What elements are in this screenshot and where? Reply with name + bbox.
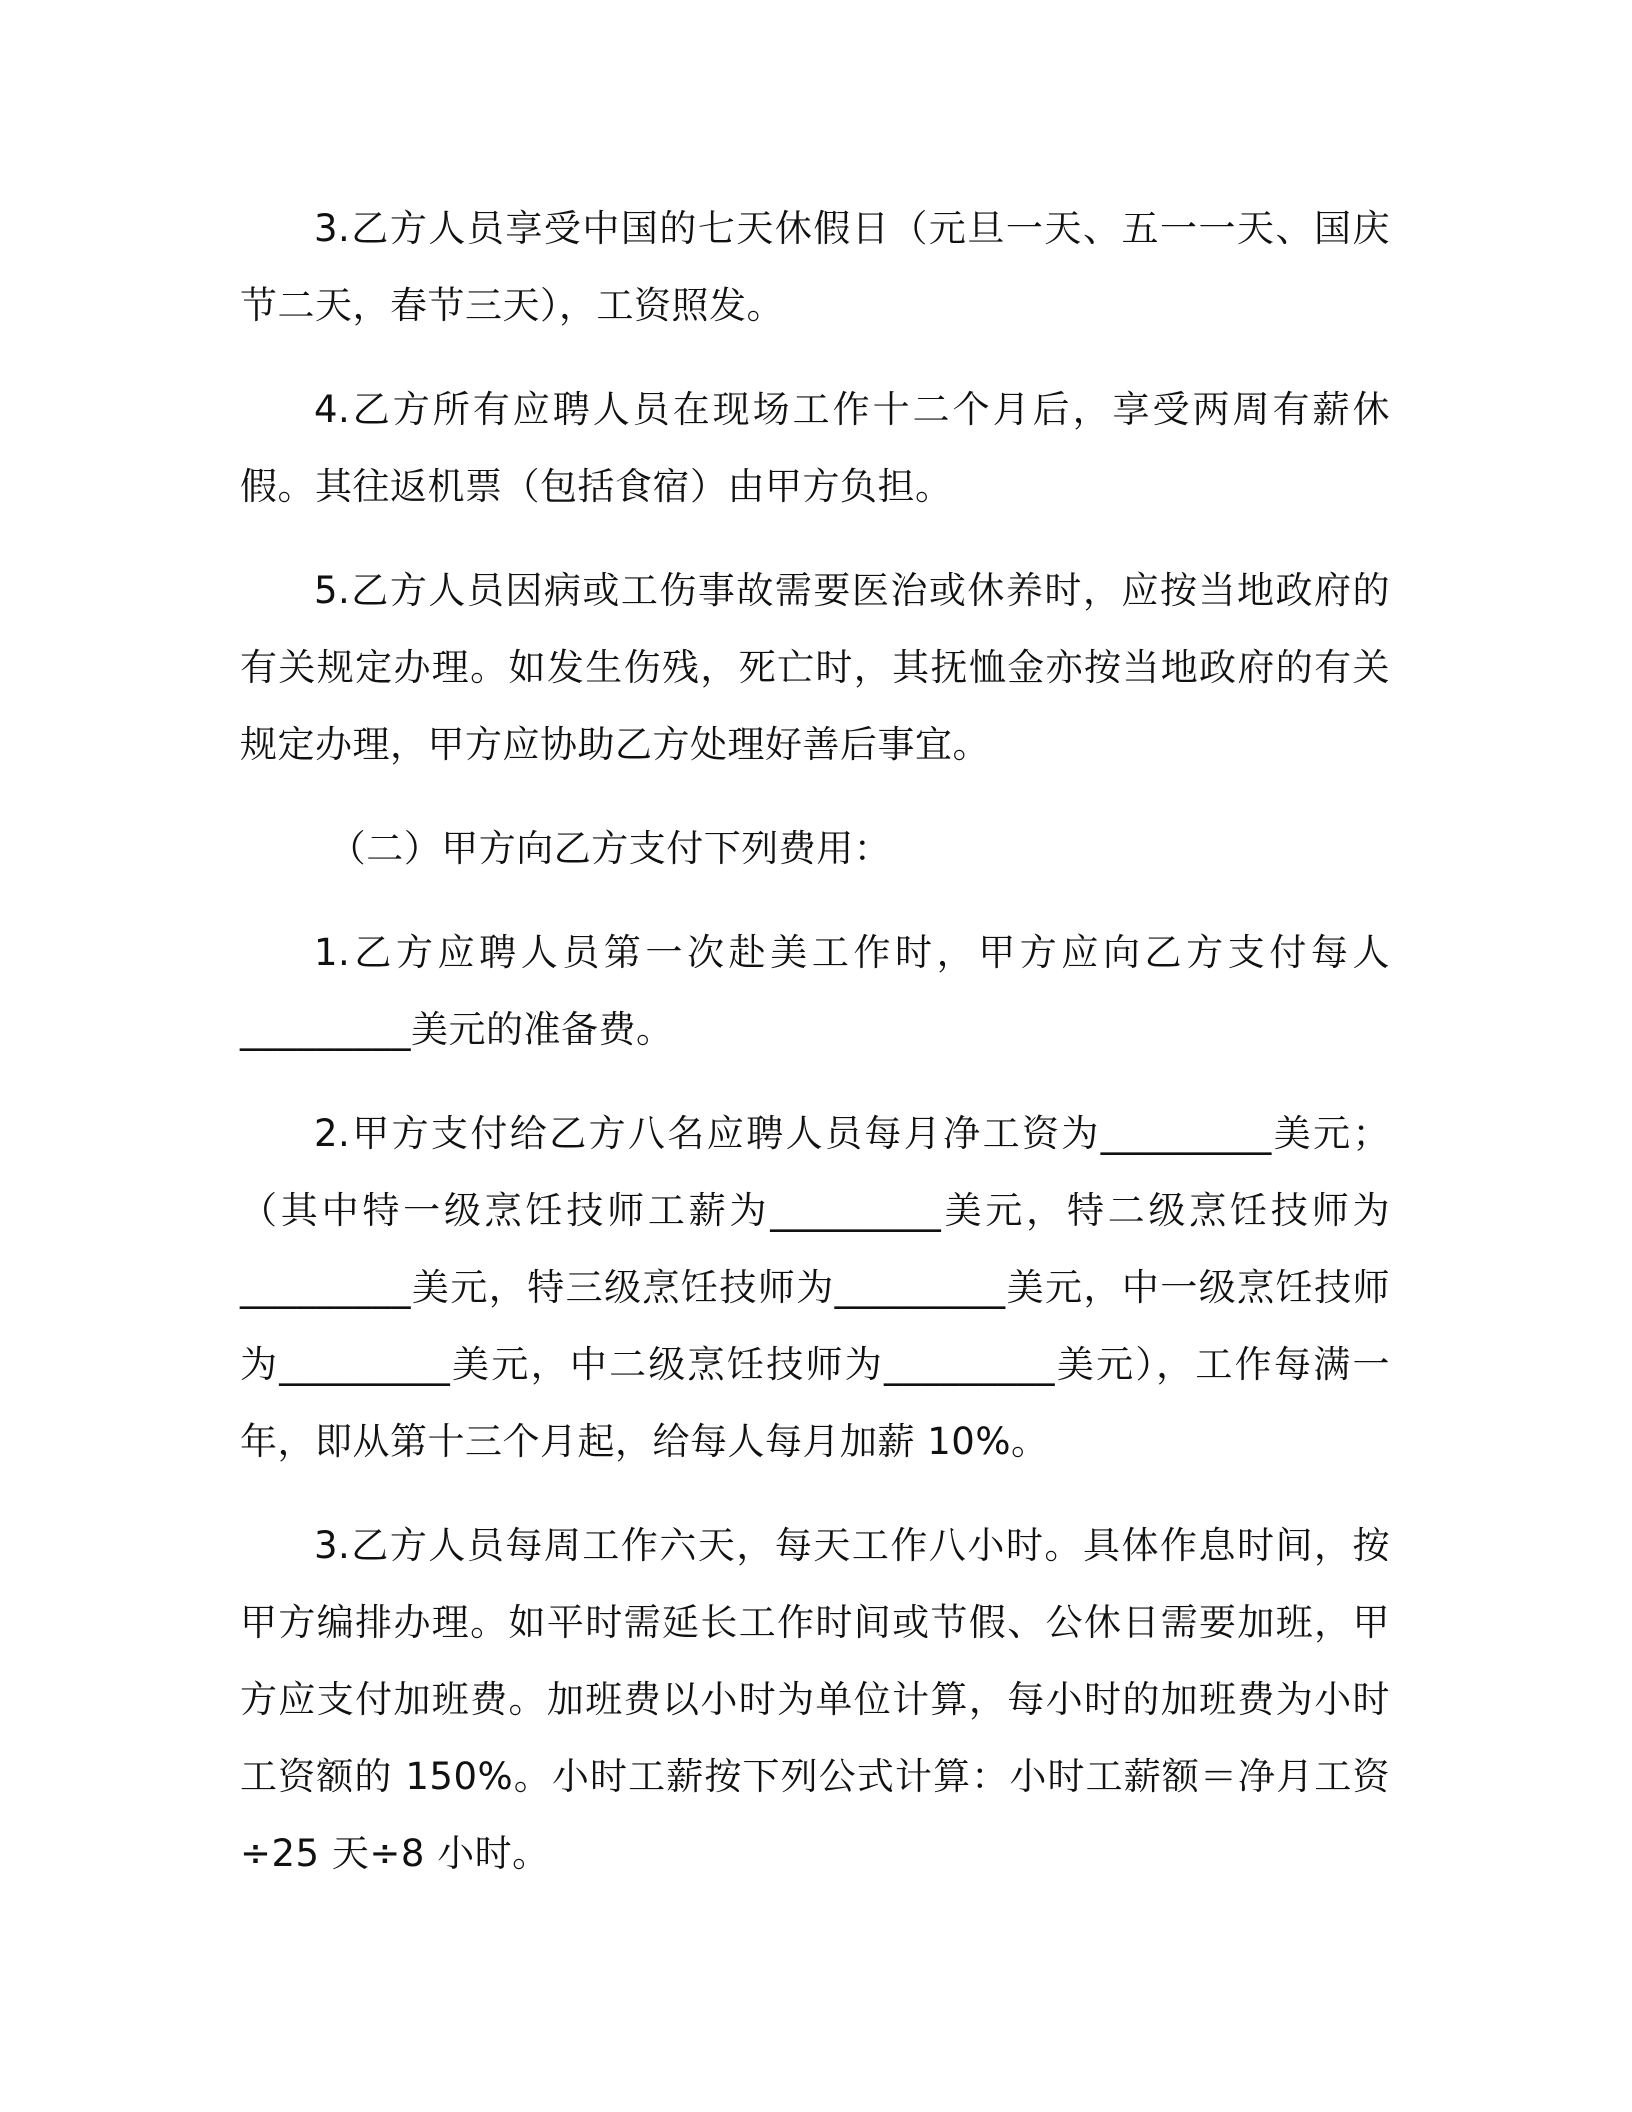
clause-working-hours-overtime: 3.乙方人员每周工作六天，每天工作八小时。具体作息时间，按甲方编排办理。如平时需延长工作时间或节假、公休日需要加班，甲方应支付加班费。加班费以小时为单位计算，每小时的加班费为小时工资额的 150%。小时工薪按下列公式计算：小时工薪额＝净月工资÷25 天÷8 小时。 bbox=[240, 1524, 1390, 1875]
clause-illness-injury: 5.乙方人员因病或工伤事故需要医治或休养时，应按当地政府的有关规定办理。如发生伤残，死亡时，其抚恤金亦按当地政府的有关规定办理，甲方应协助乙方处理好善后事宜。 bbox=[240, 569, 1390, 766]
clause-holidays: 3.乙方人员享受中国的七天休假日（元旦一天、五一一天、国庆节二天，春节三天），工资照发。 bbox=[240, 207, 1390, 327]
clause-monthly-wages: 2.甲方支付给乙方八名应聘人员每月净工资为_________美元；（其中特一级烹饪技师工薪为_________美元，特二级烹饪技师为_________美元，特三级烹饪技师为_________美元，中一级烹饪技师为_________美元，中二级烹饪技师为_________美元），工作每满一年，即从第十三个月起，给每人每月加薪 10%。 bbox=[240, 1112, 1390, 1463]
clause-preparation-fee: 1.乙方应聘人员第一次赴美工作时，甲方应向乙方支付每人_________美元的准备费。 bbox=[240, 931, 1390, 1051]
clause-paid-leave: 4.乙方所有应聘人员在现场工作十二个月后，享受两周有薪休假。其往返机票（包括食宿）由甲方负担。 bbox=[240, 388, 1390, 508]
document-body bbox=[240, 190, 1390, 1892]
section-heading-fees: （二）甲方向乙方支付下列费用： bbox=[328, 827, 892, 870]
